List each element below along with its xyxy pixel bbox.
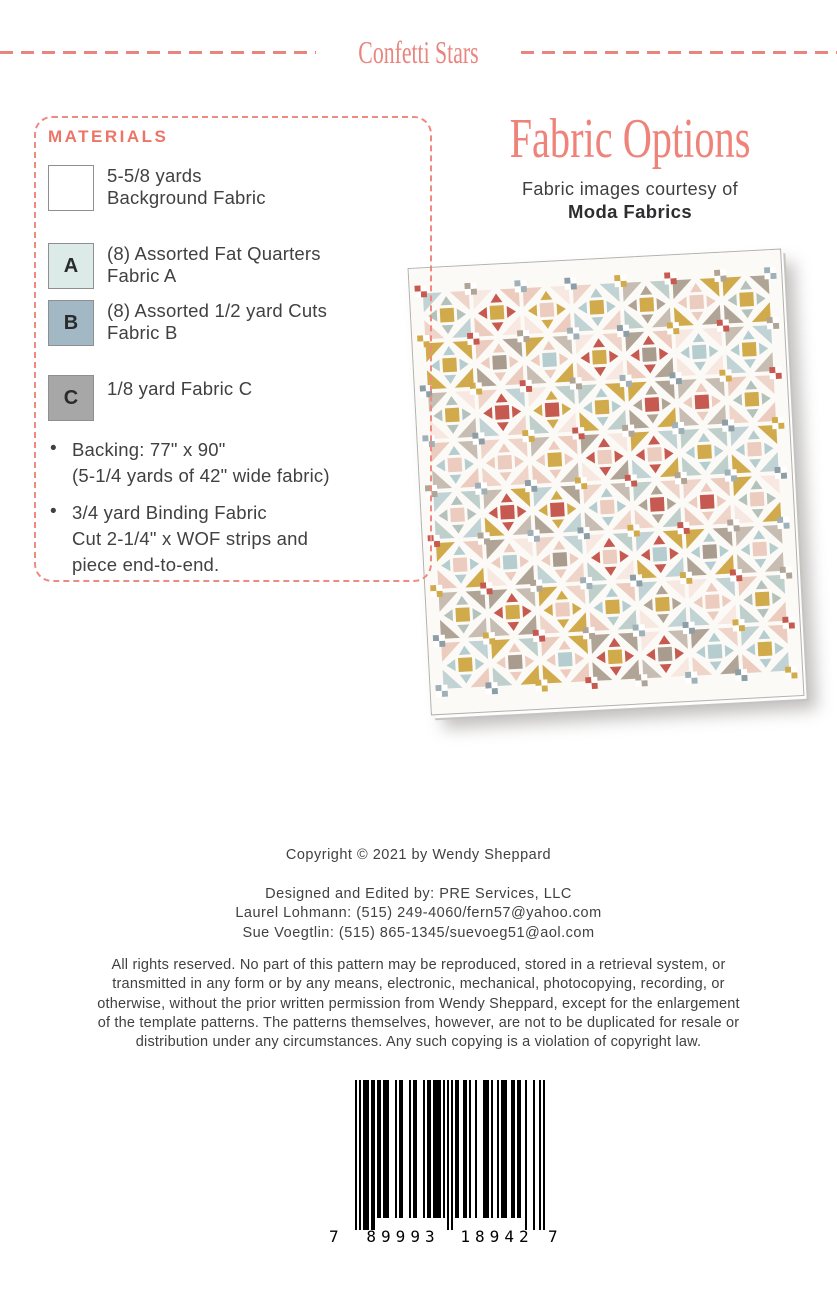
material-line: Background Fabric — [107, 187, 266, 208]
material-line: Fabric B — [107, 322, 178, 343]
fabric-swatch-a: A — [48, 243, 94, 289]
material-line: Fabric A — [107, 265, 177, 286]
material-line: 1/8 yard Fabric C — [107, 378, 253, 399]
barcode-digits-right-group: 18942 — [460, 1227, 534, 1246]
materials-box — [34, 116, 432, 582]
credit-line: Designed and Edited by: PRE Services, LLC — [265, 886, 572, 902]
material-item-text — [107, 300, 327, 344]
bullet-dot: • — [50, 438, 57, 459]
material-item-c — [48, 375, 418, 421]
materials-bullet-list — [48, 437, 418, 578]
material-line: (8) Assorted Fat Quarters — [107, 243, 321, 264]
fabric-options-section — [430, 110, 830, 223]
bullet-line: Backing: 77" x 90" — [72, 439, 226, 460]
legal-line: otherwise, without the prior written permission from Wendy Sheppard, except for the enlargement — [97, 995, 740, 1012]
barcode-digits-left-group: 89993 — [366, 1227, 440, 1246]
credit-line: Sue Voegtlin: (515) 865-1345/suevoeg51@aol.com — [242, 924, 595, 941]
upc-barcode — [329, 1078, 558, 1246]
material-item-background — [48, 165, 418, 211]
fabric-swatch-c: C — [48, 375, 94, 421]
barcode-digit-check: 7 — [548, 1227, 558, 1246]
legal-paragraph — [40, 956, 797, 1052]
material-line: 5-5/8 yards — [107, 165, 202, 186]
material-item-a — [48, 243, 418, 289]
bullet-line: 3/4 yard Binding Fabric — [72, 502, 267, 523]
materials-heading: MATERIALS — [48, 127, 169, 146]
bullet-item-backing — [48, 437, 418, 489]
legal-line: of the template patterns. The patterns themselves, however, are not to be duplicated for resale or — [97, 1014, 740, 1031]
fabric-options-subtitle: Fabric images courtesy of — [521, 178, 739, 199]
credit-line: Laurel Lohmann: (515) 249-4060/fern57@yahoo.com — [235, 905, 602, 922]
material-item-text — [107, 165, 266, 209]
dashed-divider-right — [521, 51, 837, 54]
dashed-divider-left — [0, 51, 316, 54]
material-item-b — [48, 300, 418, 346]
fabric-swatch-b: B — [48, 300, 94, 346]
bullet-item-binding — [48, 500, 418, 578]
credits-block — [0, 885, 837, 943]
fabric-brand: Moda Fabrics — [567, 200, 693, 222]
material-item-text — [107, 375, 252, 400]
bullet-line: piece end-to-end. — [72, 554, 220, 575]
legal-line: All rights reserved. No part of this pattern may be reproduced, stored in a retrieval system, or — [111, 957, 726, 973]
material-line: (8) Assorted 1/2 yard Cuts — [107, 300, 328, 321]
copyright-line: Copyright © 2021 by Wendy Sheppard — [285, 847, 552, 863]
legal-line: transmitted in any form or by any means, electronic, mechanical, photocopying, recording, or — [112, 976, 725, 993]
barcode-bars — [345, 1078, 545, 1230]
fabric-options-title: Fabric Options — [509, 108, 751, 170]
header-rule — [0, 34, 837, 70]
page-title: Confetti Stars — [358, 34, 479, 70]
quilt-photo — [408, 249, 805, 716]
legal-line: distribution under any circumstances. Any such copying is a violation of copyright law. — [135, 1034, 702, 1051]
quilt-pattern-image — [409, 250, 802, 713]
bullet-line: Cut 2-1/4" x WOF strips and — [72, 528, 309, 549]
bullet-dot: • — [50, 501, 57, 522]
bullet-line: (5-1/4 yards of 42" wide fabric) — [72, 465, 330, 486]
fabric-swatch-background — [48, 165, 94, 211]
material-item-text — [107, 243, 321, 287]
barcode-digit-system: 7 — [329, 1227, 339, 1246]
